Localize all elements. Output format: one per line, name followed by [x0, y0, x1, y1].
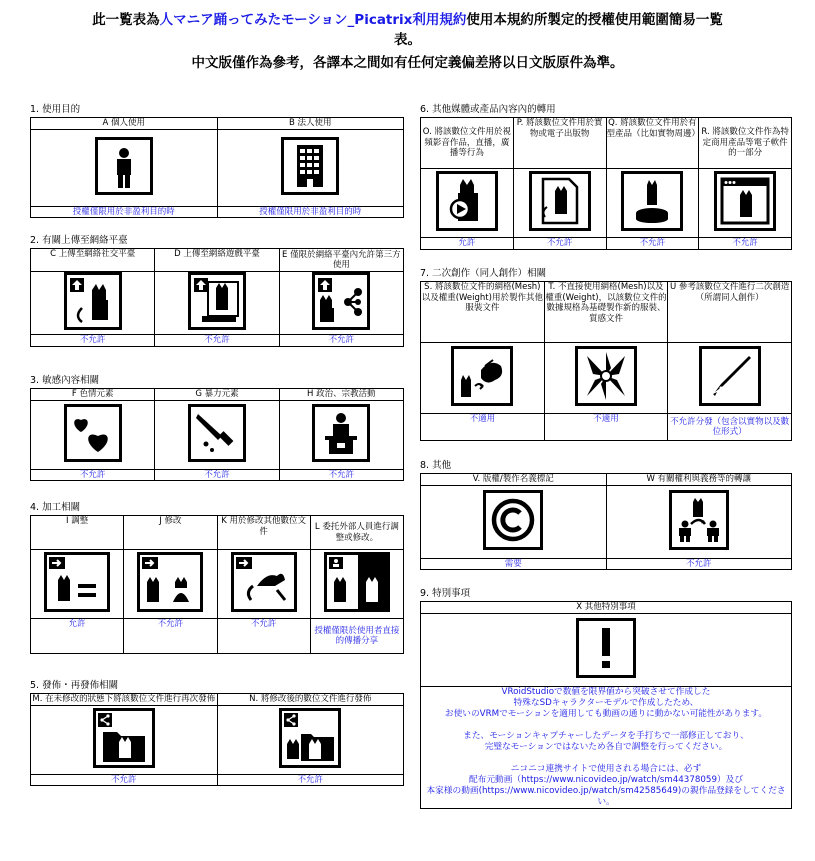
section-processing — [30, 502, 404, 654]
permission-text: 不允許 — [31, 774, 218, 786]
permission-text: 允許 — [421, 238, 514, 250]
col-label: B 法人使用 — [217, 118, 404, 130]
special-notes-text: VRoidStudioで数値を限界値から突破させて作成した 特殊なSDキャラクターモデルで作成したため、 お使いのVRMでモーションを適用しても動画の通りに動かない可能性があります。 また、モーションキャプチャーしたデータを手打ちで一部修正しており、 完璧なモーションではないため各自で調整を行ってください。 ニコニコ連携サイトで使用される場合には、必ず 配布元動画（https://www.nicovideo.jp/watch/sm44378059）及び 本家様の動画(https://www.nicovideo.jp/watch/sm42585649)の親作品登録をしてください。 — [421, 686, 792, 808]
permission-text: 不允許 — [699, 238, 792, 250]
permission-text: 不允許 — [31, 335, 155, 347]
col-label: L 委托外部人員進行調整或修改。 — [310, 516, 403, 550]
section-other — [420, 460, 792, 570]
modify-other-icon — [231, 552, 297, 612]
col-label: S. 將該數位文件的網格(Mesh)以及權重(Weight)用於製作其他服裝文件 — [421, 282, 545, 343]
col-label: D 上傳至網絡遊戲平臺 — [155, 249, 279, 272]
pen-nib-icon — [699, 346, 761, 406]
section-title: 8. 其他 — [420, 460, 452, 471]
video-icon — [436, 171, 498, 231]
permission-text: 不允許 — [217, 619, 310, 654]
col-label: H 政治、宗教活動 — [279, 389, 403, 401]
permission-text: 不允許 — [31, 469, 155, 481]
ribbon-clothing-icon — [575, 346, 637, 406]
person-icon — [95, 137, 153, 195]
distribute-modified-icon — [279, 708, 341, 768]
section-sensitive-content — [30, 375, 404, 481]
section-usage-purpose — [30, 104, 404, 218]
section-distribution — [30, 680, 404, 786]
col-label: R. 將該數位文件作為特定商用產品等電子軟件的一部分 — [699, 118, 792, 169]
permission-text: 授權僅限用於非盈利目的時 — [31, 206, 218, 218]
section-derivative-works — [420, 268, 792, 441]
col-label: W 有關權利與義務等的轉讓 — [606, 474, 792, 486]
section-title: 5. 發佈・再發佈相關 — [30, 680, 119, 691]
col-label: A 個人使用 — [31, 118, 218, 130]
section-title: 6. 其他媒體或產品內容內的轉用 — [420, 104, 556, 115]
permission-text: 不允許 — [124, 619, 217, 654]
section-title: 7. 二次創作（同人創作）相關 — [420, 268, 547, 279]
permission-text: 不適用 — [421, 414, 545, 441]
section-title: 2. 有關上傳至網絡平臺 — [30, 235, 128, 246]
exclamation-icon — [576, 618, 636, 678]
col-label: T. 不直接使用網格(Mesh)以及權重(Weight)，以該數位文件的數據規格為基礎製作新的服裝、質感文件 — [544, 282, 668, 343]
outsource-icon — [324, 552, 390, 612]
col-label: I 調整 — [31, 516, 124, 550]
col-label: J 修改 — [124, 516, 217, 550]
permission-text: 不允許 — [606, 238, 699, 250]
col-label: Q. 將該數位文件用於有型產品（比如實物周邊） — [606, 118, 699, 169]
permission-text: 不允許 — [606, 558, 792, 570]
permission-text: 不允許 — [155, 469, 279, 481]
share-network-icon — [312, 272, 370, 330]
permission-text: 不允許 — [279, 335, 403, 347]
col-label: K 用於修改其他數位文件 — [217, 516, 310, 550]
software-window-icon — [714, 171, 776, 231]
page-title: 此一覧表為人マニア踊ってみたモーション_Picatrix利用規約使用本規約所製定的授權使用範圍簡易一覧 — [92, 12, 723, 28]
permission-text: 不允許 — [155, 335, 279, 347]
podium-icon — [312, 404, 370, 462]
section-title: 3. 敏感內容相關 — [30, 375, 100, 386]
col-label: P. 將該數位文件用於實物或電子出版物 — [513, 118, 606, 169]
publication-icon — [529, 171, 591, 231]
col-label: G 暴力元素 — [155, 389, 279, 401]
permission-text: 不允許分發（包含以實物以及數位形式） — [668, 414, 792, 441]
col-label: N. 將修改後的數位文件進行發佈 — [217, 694, 404, 706]
permission-text: 不允許 — [279, 469, 403, 481]
knife-icon — [188, 404, 246, 462]
permission-text: 授權僅限用於非盈利目的時 — [217, 206, 404, 218]
col-label: C 上傳至網絡社交平臺 — [31, 249, 155, 272]
mesh-clothing-icon — [451, 346, 513, 406]
transfer-icon — [669, 490, 729, 550]
upload-social-icon — [64, 272, 122, 330]
hearts-icon — [64, 404, 122, 462]
section-title: 4. 加工相關 — [30, 502, 81, 513]
page-disclaimer: 中文版僅作為參考，各譯本之間如有任何定義偏差將以日文版原件為準。 — [191, 55, 624, 71]
upload-game-icon — [188, 272, 246, 330]
copyright-icon — [483, 490, 543, 550]
col-label: E 僅限於網絡平臺內允許第三方使用 — [279, 249, 403, 272]
section-special-notes — [420, 588, 792, 809]
section-title: 1. 使用目的 — [30, 104, 81, 115]
section-other-media — [420, 104, 792, 250]
figure-icon — [621, 171, 683, 231]
section-title: 9. 特別事項 — [420, 588, 471, 599]
permission-text: 允許 — [31, 619, 124, 654]
permission-text: 授權僅限於使用者直接的傳播分享 — [310, 619, 403, 654]
redistribute-icon — [93, 708, 155, 768]
col-label: V. 版權/製作名義標記 — [421, 474, 607, 486]
modify-icon — [137, 552, 203, 612]
col-label: O. 將該數位文件用於視頻影音作品，直播，廣播等行為 — [421, 118, 514, 169]
section-upload-platform — [30, 235, 404, 347]
permission-text: 不適用 — [544, 414, 668, 441]
page-title-cont: 表。 — [394, 32, 421, 48]
col-label: U 參考該數位文件進行二次創造（所謂同人創作） — [668, 282, 792, 343]
permission-text: 需要 — [421, 558, 607, 570]
adjust-icon — [44, 552, 110, 612]
col-label: M. 在未修改的狀態下將該數位文件進行再次發佈 — [32, 694, 216, 704]
office-building-icon — [281, 137, 339, 195]
col-label: F 色情元素 — [31, 389, 155, 401]
permission-text: 不允許 — [513, 238, 606, 250]
permission-text: 不允許 — [217, 774, 404, 786]
col-label: X 其他特別事項 — [421, 602, 792, 614]
